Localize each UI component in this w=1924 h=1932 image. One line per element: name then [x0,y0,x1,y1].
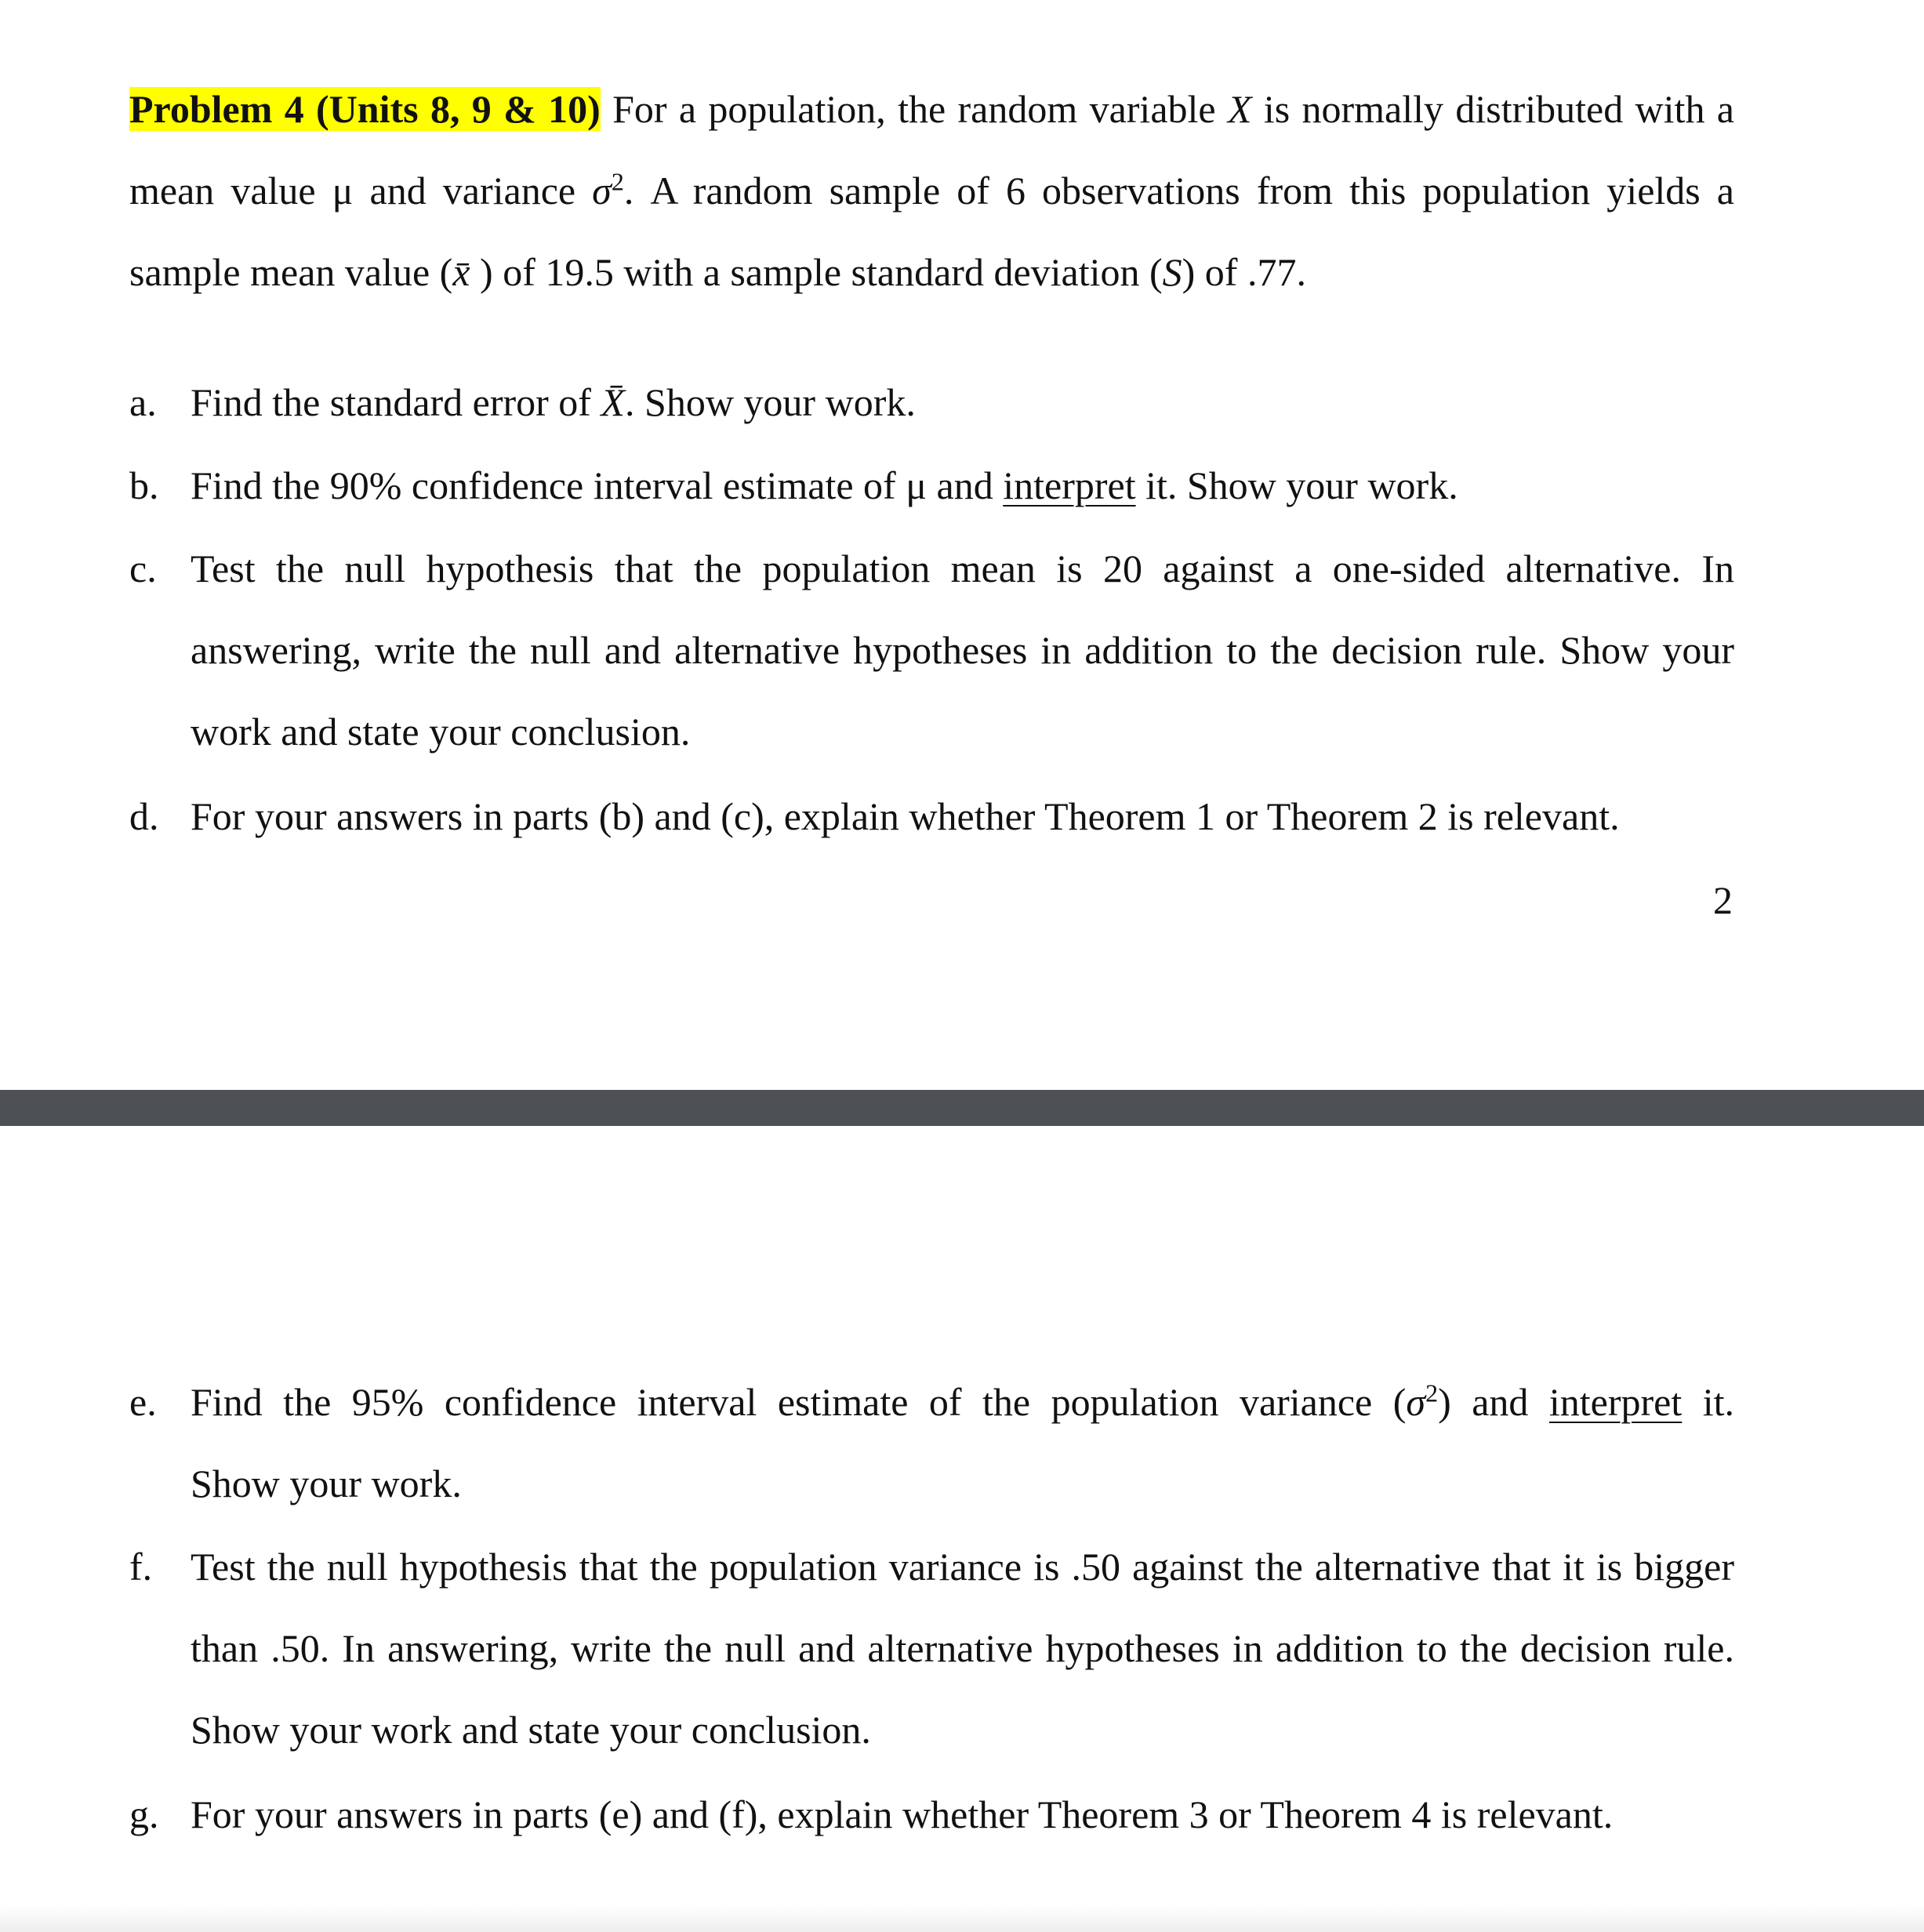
problem-line-2: mean value μ and variance $\sigma^2$. A random sample of 6 observations from this population yields a [129,167,1734,212]
page-divider [0,1090,1924,1126]
problem-line-3: sample mean value (x̄ ) of 19.5 with a sample standard deviation (S) of .77. [129,250,1306,294]
problem-line-1: Problem 4 (Units 8, 9 & 10) For a population, the random variable X is normally distributed with a [129,87,1734,131]
random-variable-x: X [1227,87,1252,131]
problem-label: Problem 4 (Units 8, 9 & 10) [129,87,601,131]
document-page-1: Problem 4 (Units 8, 9 & 10) For a population, the random variable X is normally distributed with a mean value μ and variance $\sigma^2$. A random sample of 6 observations from this population yields a sample mean value (x̄ ) of 19.5 with a sample standard deviation (S) of .77. a. Find the standard error of X̄. Show your work. b. Find the 90% confidence interval estimate of μ and interpret it. Show your work. c. Test the null hypothesis that the population mean is 20 against a one-sided alternative. In answering, write the null and alternative hypotheses in addition to the decision rule. Show your work and state your conclusion. d. For your answers in parts (b) and (c), explain whether Theorem 1 or Theorem 2 is relevant. 2 [0,0,1924,1090]
document-page-2: e. Find the 95% confidence interval estimate of the population variance $(\sigma^2)$ and interpret it. Show your work. f. Test the null hypothesis that the population variance is .50 against the alternative that it is bigger than .50. In answering, write the null and alternative hypotheses in addition to the decision rule. Show your work and state your conclusion. g. For your answers in parts (e) and (f), explain whether Theorem 3 or Theorem 4 is relevant. [0,1126,1924,1932]
bottom-edge-shadow [0,1905,1924,1932]
page-number: 2 [1713,878,1733,922]
